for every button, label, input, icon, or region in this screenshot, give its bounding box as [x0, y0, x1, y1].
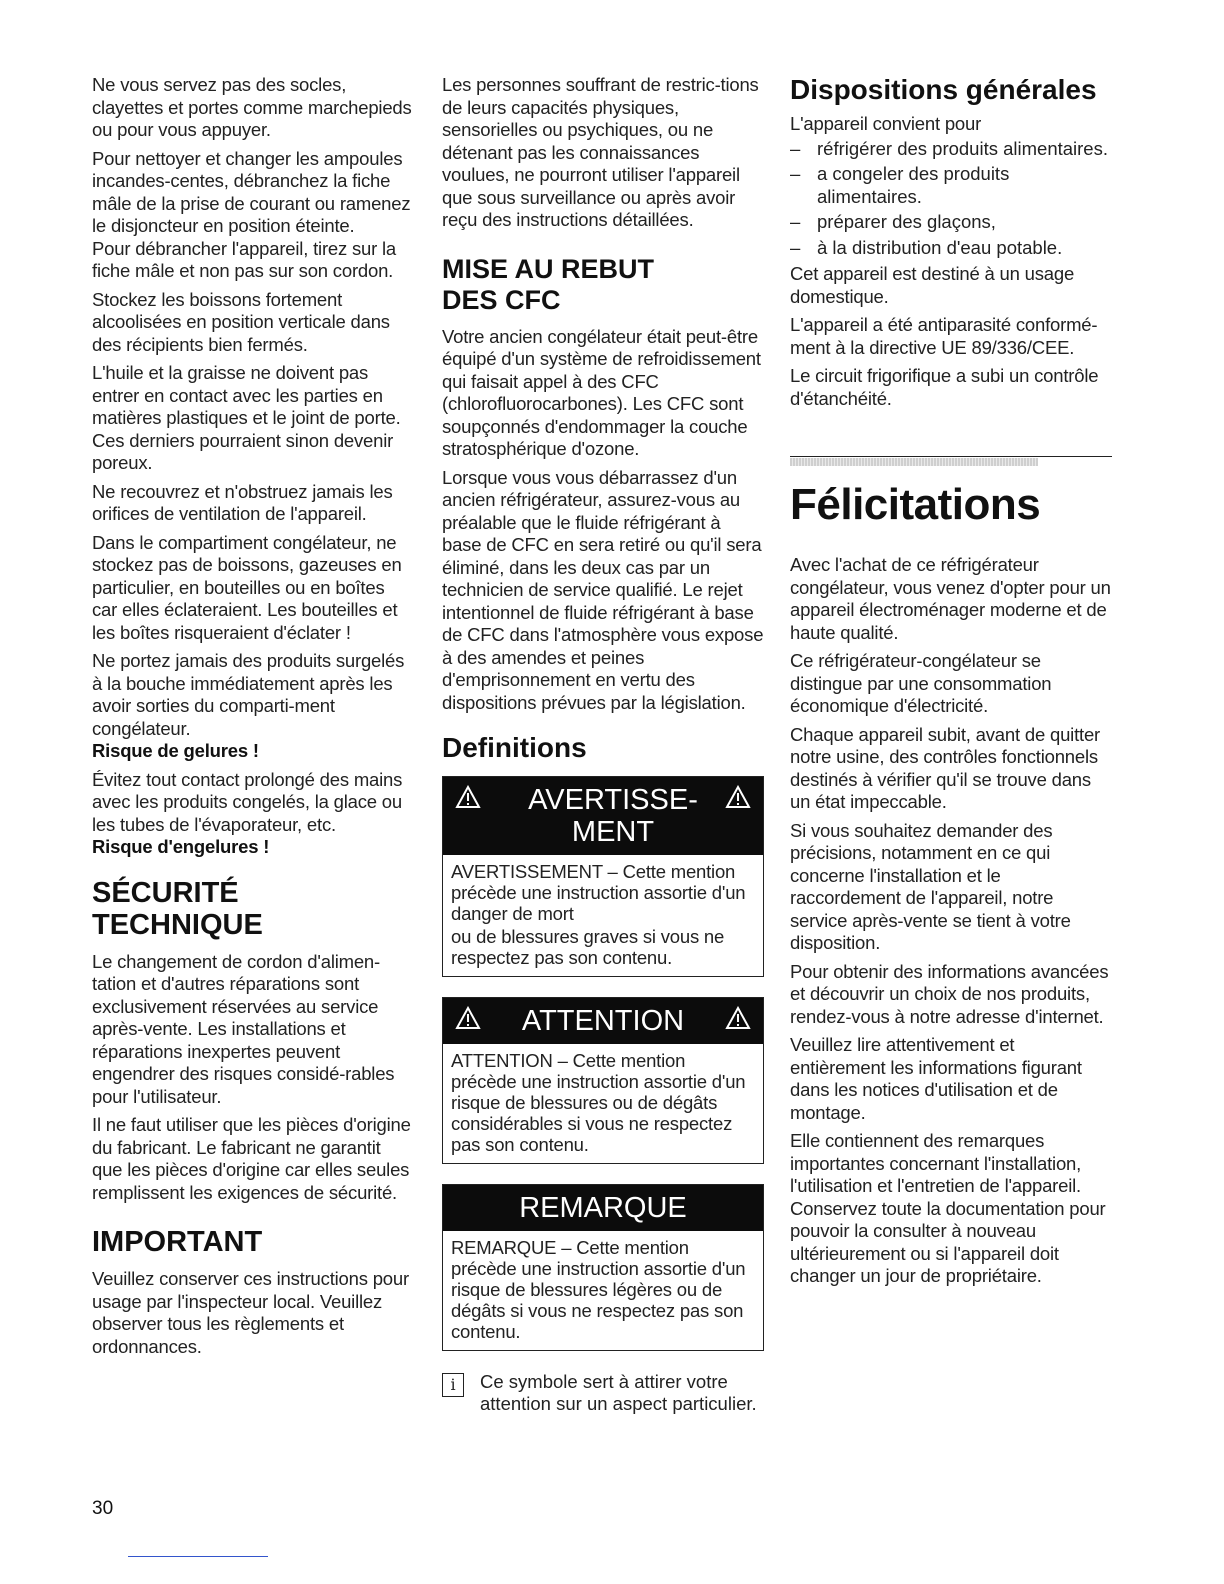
attention-title: ATTENTION: [521, 1005, 685, 1037]
info-icon: i: [442, 1373, 464, 1397]
definition-text: ATTENTION – Cette mention précède une instruction assortie d'un risque de blessures ou de dégâts considérables si vous ne respectez pas son contenu.: [451, 1050, 746, 1155]
paragraph: Pour débrancher l'appareil, tirez sur la fiche mâle et non pas sur son cordon.: [92, 237, 397, 281]
divider-shade: [790, 458, 1038, 466]
risk-warning: Risque de gelures !: [92, 740, 259, 761]
paragraph: Ce réfrigérateur-congélateur se distingue par une consommation économique d'électricité.: [790, 650, 1052, 716]
info-text: Ce symbole sert à attirer votre attention sur un aspect particulier.: [480, 1371, 757, 1414]
warning-triangle-icon: [725, 1006, 751, 1030]
paragraph: L'huile et la graisse ne doivent pas entrer en contact avec les parties en matières plastiques et le joint de porte. Ces derniers pourraient sinon devenir poreux.: [92, 362, 401, 473]
paragraph: Stockez les boissons fortement alcoolisées en position verticale dans des récipients bien fermés.: [92, 288, 390, 355]
divider-line: [790, 456, 1112, 457]
remarque-body: [443, 1231, 763, 1350]
remarque-title: REMARQUE: [519, 1192, 687, 1224]
list-item: – préparer des glaçons,: [790, 211, 1112, 234]
warning-header: [443, 777, 763, 855]
paragraph: Ne portez jamais des produits surgelés à la bouche immédiatement après les avoir sorties du comparti-ment congélateur.: [92, 650, 405, 739]
section-heading-cfc: MISE AU REBUT DES CFC: [442, 253, 655, 315]
paragraph: L'appareil a été antiparasité conformé-ment à la directive UE 89/336/CEE.: [790, 314, 1098, 358]
paragraph: Veuillez lire attentivement et entièrement les informations figurant dans les notices d'utilisation et de montage.: [790, 1034, 1082, 1123]
list-item: – réfrigérer des produits alimentaires.: [790, 138, 1112, 161]
column-right: [790, 74, 1112, 1294]
paragraph: Il ne faut utiliser que les pièces d'origine du fabricant. Le fabricant ne garantit que les pièces d'origine car elles seules remplissent les exigences de sécurité.: [92, 1114, 411, 1203]
paragraph: Avec l'achat de ce réfrigérateur congélateur, vous venez d'opter pour un appareil électroménager moderne et de haute qualité.: [790, 554, 1111, 643]
paragraph: Ne recouvrez et n'obstruez jamais les orifices de ventilation de l'appareil.: [92, 480, 393, 524]
page-title-felicitations: Félicitations: [790, 480, 1041, 529]
warning-title: AVERTISSE-MENT: [528, 784, 698, 848]
definition-text: REMARQUE – Cette mention précède une instruction assortie d'un risque de blessures légères ou de dégâts si vous ne respectez pas son contenu.: [451, 1237, 746, 1342]
bottom-rule: [128, 1556, 268, 1557]
paragraph: Pour obtenir des informations avancées et découvrir un choix de nos produits, rendez-vous à notre adresse d'internet.: [790, 960, 1109, 1027]
section-heading-definitions: Definitions: [442, 732, 587, 763]
paragraph: Évitez tout contact prolongé des mains avec les produits congelés, la glace ou les tubes de l'évaporateur, etc.: [92, 768, 403, 835]
attention-definition-box: [442, 997, 764, 1164]
paragraph: L'appareil convient pour: [790, 113, 982, 134]
warning-body: [443, 855, 763, 976]
warning-triangle-icon: [725, 785, 751, 809]
definition-text: AVERTISSEMENT – Cette mention précède une instruction assortie d'un danger de mort: [451, 861, 746, 924]
warning-triangle-icon: [455, 785, 481, 809]
paragraph: Votre ancien congélateur était peut-être équipé d'un système de refroidissement qui faisait appel à des CFC (chlorofluorocarbones). Les CFC sont soupçonnés d'endommager la couche stratosphérique d'ozone.: [442, 325, 761, 459]
remarque-definition-box: [442, 1184, 764, 1351]
usage-list: [790, 138, 1112, 260]
paragraph: Chaque appareil subit, avant de quitter notre usine, des contrôles fonctionnels destinés à vérifier qu'il se trouve dans un état impeccable.: [790, 723, 1100, 812]
page-number: 30: [92, 1498, 114, 1519]
section-heading-securite: SÉCURITÉ TECHNIQUE: [92, 876, 263, 941]
paragraph: Si vous souhaitez demander des précisions, notamment en ce qui concerne l'installation et le raccordement de l'appareil, notre service après-vente se tient à votre disposition.: [790, 819, 1071, 953]
paragraph: Pour nettoyer et changer les ampoules incandes-centes, débranchez la fiche mâle de la prise de courant ou ramenez le disjoncteur en position éteinte.: [92, 147, 411, 236]
list-item: – a congeler des produits alimentaires.: [790, 163, 1112, 208]
risk-warning: Risque d'engelures !: [92, 836, 270, 857]
warning-triangle-icon: [455, 1006, 481, 1030]
list-item: – à la distribution d'eau potable.: [790, 237, 1112, 260]
paragraph: Veuillez conserver ces instructions pour usage par l'inspecteur local. Veuillez observer tous les règlements et ordonnances.: [92, 1268, 409, 1357]
paragraph: Cet appareil est destiné à un usage domestique.: [790, 263, 1075, 307]
paragraph: Lorsque vous vous débarrassez d'un ancien réfrigérateur, assurez-vous au préalable que le fluide réfrigérant à base de CFC en sera retiré ou qu'il sera éliminé, dans les deux cas par un technicien de service qualifié. Le rejet intentionnel de fluide réfrigérant à base de CFC dans l'atmosphère vous expose à des amendes et peines d'emprisonnement en vertu des dispositions prévues par la législation.: [442, 466, 764, 713]
warning-definition-box: [442, 776, 764, 977]
paragraph: Les personnes souffrant de restric-tions de leurs capacités physiques, sensorielles ou psychiques, ou ne détenant pas les connaissances voulues, ne pourront utiliser l'appareil que sous surveillance ou après avoir reçu des instructions détaillées.: [442, 74, 759, 230]
column-middle: [442, 74, 764, 1415]
paragraph: Dans le compartiment congélateur, ne stockez pas de boissons, gazeuses en particulier, en bouteilles ou en boîtes car elles éclateraient. Les bouteilles et les boîtes risqueraient d'éclater !: [92, 531, 402, 643]
section-heading-important: IMPORTANT: [92, 1226, 263, 1258]
attention-body: [443, 1044, 763, 1163]
attention-header: [443, 998, 763, 1044]
column-left: [92, 74, 414, 1364]
remarque-header: [443, 1185, 763, 1231]
paragraph: Le changement de cordon d'alimen-tation et d'autres réparations sont exclusivement réservées au service après-vente. Les installations et réparations inexpertes peuvent engendrer des risques considé-rables pour l'utilisateur.: [92, 950, 395, 1107]
paragraph: Elle contiennent des remarques importantes concernant l'installation, l'utilisation et l'entretien de l'appareil. Conservez toute la documentation pour pouvoir la consulter à nouveau ultérieurement ou si l'appareil doit changer un jour de propriétaire.: [790, 1130, 1106, 1286]
info-note: [442, 1371, 764, 1415]
section-divider: [790, 456, 1112, 468]
section-heading-dispositions: Dispositions générales: [790, 74, 1097, 105]
paragraph: Ne vous servez pas des socles, clayettes et portes comme marchepieds ou pour vous appuyer.: [92, 74, 412, 140]
paragraph: Le circuit frigorifique a subi un contrôle d'étanchéité.: [790, 365, 1099, 409]
definition-text: ou de blessures graves si vous ne respectez pas son contenu.: [451, 926, 725, 968]
